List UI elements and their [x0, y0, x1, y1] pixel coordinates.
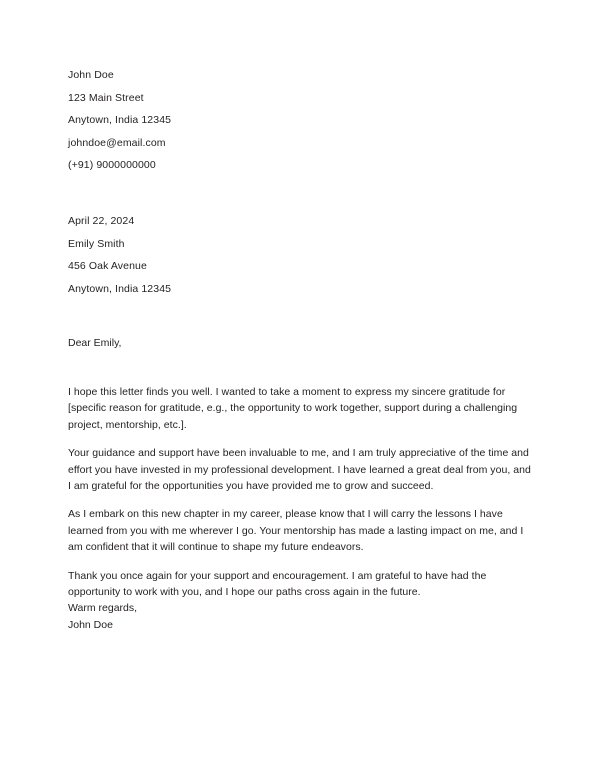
- body-paragraph: Your guidance and support have been invaluable to me, and I am truly appreciative of the time and effort you have invested in my professional development. I have learned a great deal from you, and I am grateful for the opportunities you have provided me to grow and succeed.: [68, 447, 531, 492]
- sender-street: 123 Main Street: [68, 91, 144, 104]
- recipient-name: Emily Smith: [68, 237, 125, 250]
- letter-content: [68, 64, 534, 633]
- date-and-recipient-block: [68, 210, 534, 300]
- spacer-sender-to-date: [68, 177, 534, 210]
- body-paragraph: I hope this letter finds you well. I wanted to take a moment to express my sincere gratitude for [specific reason for gratitude, e.g., the opportunity to work together, support during a challenging project, mentorship, etc.].: [68, 385, 518, 431]
- letter-date: April 22, 2024: [68, 214, 135, 227]
- sender-phone: (+91) 9000000000: [68, 159, 156, 172]
- recipient-street: 456 Oak Avenue: [68, 260, 147, 273]
- spacer-date-to-salutation: [68, 300, 534, 332]
- sender-address-block: [68, 64, 534, 177]
- letter-body: [68, 384, 534, 600]
- body-paragraph: As I embark on this new chapter in my career, please know that I will carry the lessons I have learned from you with me wherever I go. Your mentorship has made a lasting impact on me, and I am confident that it will continue to shape my future endeavors.: [68, 508, 524, 554]
- signature-block: [68, 600, 534, 633]
- spacer-salutation-to-body: [68, 355, 534, 384]
- sender-email: johndoe@email.com: [68, 136, 166, 149]
- sender-city-state-zip: Anytown, India 12345: [68, 114, 172, 127]
- signature-name: John Doe: [68, 618, 113, 631]
- sender-name: John Doe: [68, 69, 114, 81]
- body-paragraph: Thank you once again for your support and encouragement. I am grateful to have had the opportunity to work with you, and I hope our paths cross again in the future.: [68, 569, 487, 598]
- salutation: Dear Emily,: [68, 337, 122, 350]
- recipient-city-state-zip: Anytown, India 12345: [68, 282, 172, 295]
- closing-phrase: Warm regards,: [68, 602, 138, 615]
